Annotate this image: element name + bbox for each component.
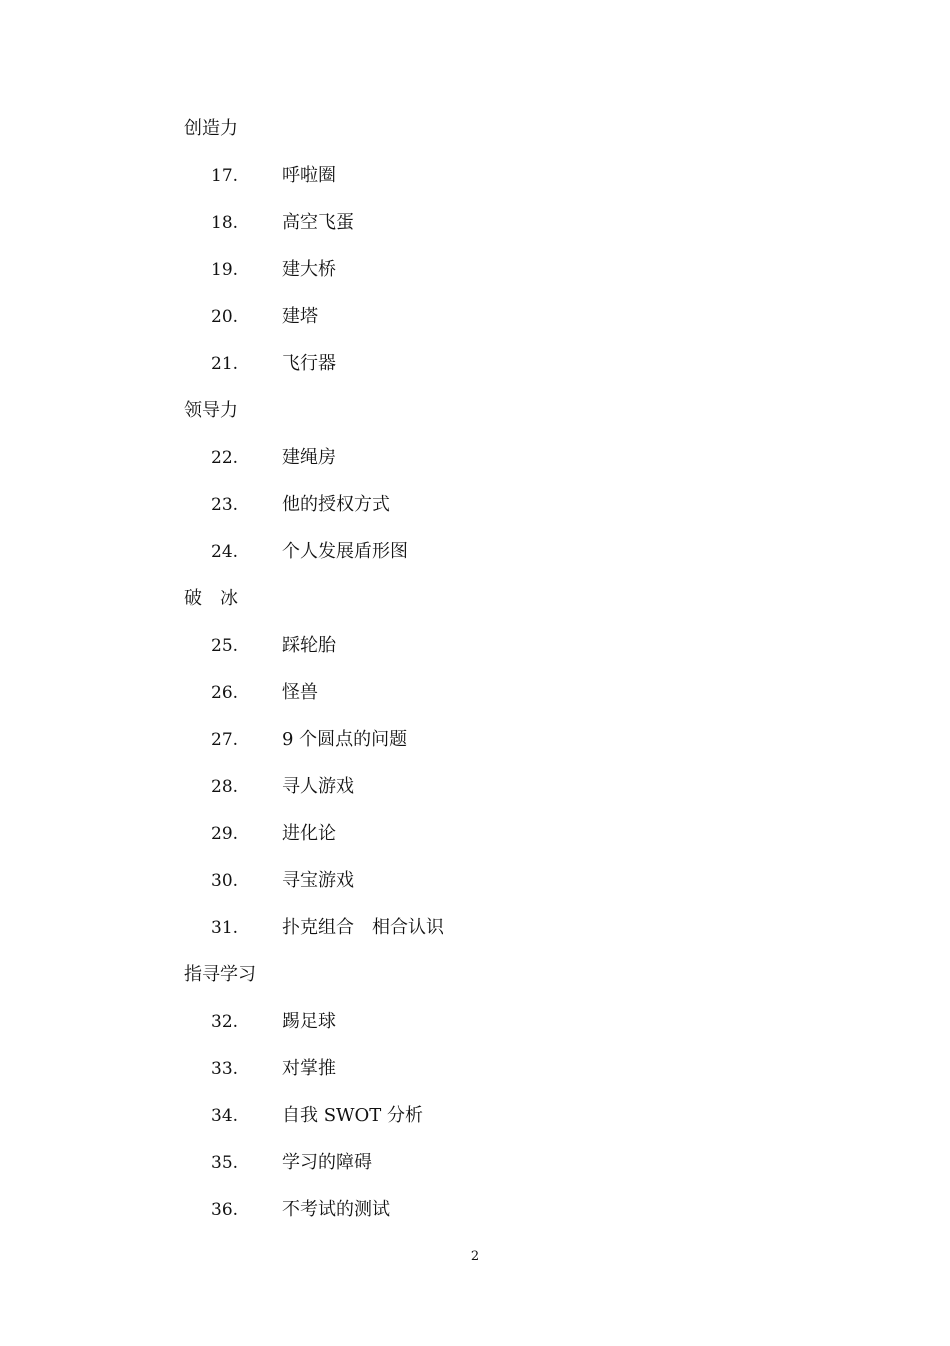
list-item [184,536,784,583]
item-text: 飞行器 [282,353,336,374]
item-number: 27. [211,730,239,750]
list-item [184,771,784,818]
item-number: 26. [211,683,239,703]
item-text: 高空飞蛋 [282,212,354,233]
list-item [184,442,784,489]
list-item [184,1006,784,1053]
item-text: 踢足球 [282,1011,336,1032]
list-item [184,865,784,912]
item-text: 踩轮胎 [282,635,336,656]
section-heading: 破 冰 [184,588,238,609]
item-number: 23. [211,495,239,515]
list-item [184,1194,784,1241]
list-item [184,301,784,348]
list-item [184,207,784,254]
item-number: 30. [211,871,239,891]
list-item [184,912,784,959]
item-text: 建大桥 [282,259,336,280]
item-text: 寻宝游戏 [282,870,354,891]
item-number: 22. [211,448,239,468]
item-number: 20. [211,307,239,327]
item-number: 36. [211,1200,239,1220]
item-number: 25. [211,636,239,656]
item-text: 寻人游戏 [282,776,354,797]
item-text: 学习的障碍 [282,1152,372,1173]
item-text: 个人发展盾形图 [282,541,408,562]
list-item [184,1100,784,1147]
list-item [184,630,784,677]
item-text: 建塔 [282,306,318,327]
item-number: 21. [211,354,239,374]
item-text: 对掌推 [282,1058,336,1079]
item-text: 建绳房 [282,447,336,468]
section-heading: 领导力 [184,400,238,421]
section-heading: 创造力 [184,118,238,139]
section-heading: 指寻学习 [184,964,256,985]
item-number: 28. [211,777,239,797]
item-number: 33. [211,1059,239,1079]
item-text: 怪兽 [282,682,318,703]
item-number: 32. [211,1012,239,1032]
item-text: 进化论 [282,823,336,844]
item-text: 扑克组合 相合认识 [282,917,444,938]
outline-list [184,113,784,1241]
list-item [184,1053,784,1100]
item-number: 17. [211,166,239,186]
item-number: 19. [211,260,239,280]
item-text: 他的授权方式 [282,494,390,515]
item-text: 不考试的测试 [282,1199,390,1220]
list-item [184,677,784,724]
item-number: 29. [211,824,239,844]
item-text: 9 个圆点的问题 [282,729,408,750]
list-item [184,254,784,301]
list-item [184,489,784,536]
item-number: 24. [211,542,239,562]
list-item [184,348,784,395]
list-item [184,1147,784,1194]
list-item [184,818,784,865]
item-number: 31. [211,918,239,938]
list-item [184,160,784,207]
item-text: 自我 SWOT 分析 [282,1105,424,1126]
item-number: 34. [211,1106,239,1126]
item-text: 呼啦圈 [282,165,336,186]
page-number: 2 [470,1249,480,1264]
item-number: 18. [211,213,239,233]
item-number: 35. [211,1153,239,1173]
list-item [184,724,784,771]
